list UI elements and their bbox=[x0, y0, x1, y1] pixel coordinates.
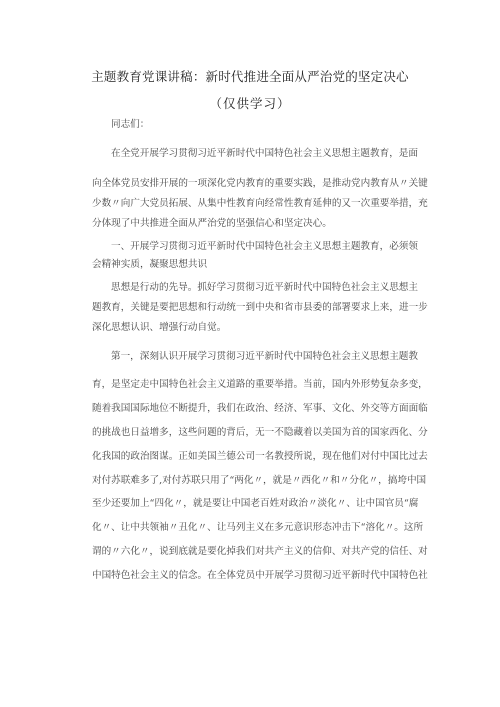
document-title: 主题教育党课讲稿：新时代推进全面从严治党的坚定决心 bbox=[91, 69, 409, 84]
body-line: 第一，深刻认识开展学习贯彻习近平新时代中国特色社会主义思想主题教 bbox=[111, 351, 418, 362]
body-line: 化〃、让中共领袖〃丑化〃、让马列主义在多元意识形态冲击下“溶化〃。这所 bbox=[92, 522, 424, 533]
body-line: 题教育，关键是要把思想和行动统一到中央和省市县委的部署要求上来，进一步 bbox=[92, 302, 428, 313]
body-line: 深化思想认识、增强行动自觉。 bbox=[92, 322, 227, 333]
body-line: 育，是坚定走中国特色社会主义道路的重要举措。当前，国内外形势复杂多变， bbox=[92, 379, 428, 390]
section-heading-line: 一、开展学习贯彻习近平新时代中国特色社会主义思想主题教育，必须领 bbox=[111, 241, 418, 252]
body-line: 对付苏联难多了,对付苏联只用了“两化〃，就是〃西化〃和〃分化〃，搞垮中国 bbox=[92, 475, 427, 486]
document-body bbox=[92, 0, 428, 707]
body-line: 至少还要加上“四化〃，就是要让中国老百姓对政治〃淡化〃、让中国官员“腐 bbox=[92, 498, 419, 509]
body-line: 少数〃向广大党员拓展、从集中性教育向经常性教育延伸的又一次重要举措，充 bbox=[92, 198, 428, 209]
body-line: 的挑战也日益增多，这些问题的背后，无一不隐藏着以美国为首的国家西化、分 bbox=[92, 427, 428, 438]
body-line: 在全党开展学习贯彻习近平新时代中国特色社会主义思想主题教育，是面 bbox=[111, 148, 418, 159]
document-subtitle: （仅供学习） bbox=[209, 96, 291, 111]
body-line: 思想是行动的先导。抓好学习贯彻习近平新时代中国特色社会主义思想主 bbox=[111, 282, 418, 293]
body-line: 向全体党员安排开展的一项深化党内教育的重要实践，是推动党内教育从〃关键 bbox=[92, 178, 428, 189]
body-line: 谓的〃六化〃，说到底就是要化掉我们对共产主义的信仰、对共产党的信任、对 bbox=[92, 546, 428, 557]
body-line: 化我国的政治图谋。正如美国兰德公司一名教授所说，现在他们对付中国比过去 bbox=[92, 451, 428, 462]
body-line: 随着我国国际地位不断提升，我们在政治、经济、军事、文化、外交等方面面临 bbox=[92, 403, 428, 414]
body-line: 分体现了中共推进全面从严治党的坚强信心和坚定决心。 bbox=[92, 218, 332, 229]
section-heading-line: 会精神实质，凝聚思想共识 bbox=[92, 259, 208, 270]
body-line: 中国特色社会主义的信念。在全体党员中开展学习贯彻习近平新时代中国特色社 bbox=[92, 570, 428, 581]
salutation: 同志们： bbox=[111, 119, 150, 130]
